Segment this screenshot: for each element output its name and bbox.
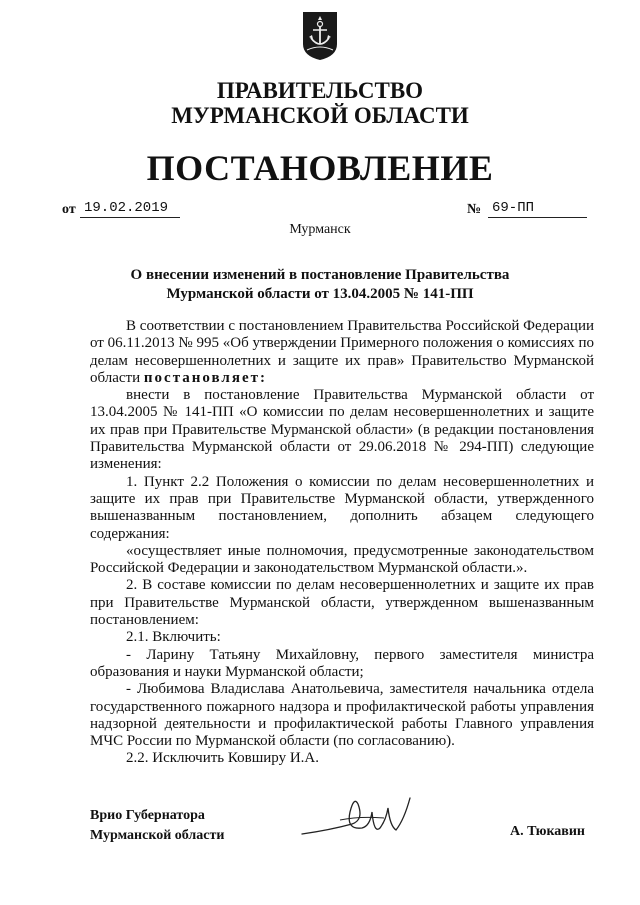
paragraph-item-2-2: 2.2. Исключить Ковширу И.А. <box>126 750 320 767</box>
paragraph-item-2: 2. В составе комиссии по делам несовершеннолетних и защите их прав при Правительстве Мурманской области, утвержденном вышеназванным постановлением: <box>90 577 594 629</box>
paragraph-item-2-1: 2.1. Включить: <box>126 629 221 646</box>
paragraph-amend: внести в постановление Правительства Мурманской области от 13.04.2005 № 141-ПП «О комиссии по делам несовершеннолетних и защите их прав при Правительстве Мурманской области» (в редакции постановления Правительства Мурманской области от 29.06.2018 № 294-ПП) следующие изменения: <box>90 387 594 473</box>
paragraph-item-1: 1. Пункт 2.2 Положения о комиссии по делам несовершеннолетних и защите их прав при Правительстве Мурманской области, утвержденного вышеназванным постановлением, дополнить абзацем следующего содержания: <box>90 473 594 542</box>
paragraph-quote: «осуществляет иные полномочия, предусмотренные законодательством Российской Федерации и законодательством Мурманской области.». <box>90 542 594 577</box>
number-prefix: № <box>467 202 482 217</box>
city-name: Мурманск <box>289 222 351 237</box>
handwritten-signature <box>300 790 420 850</box>
signatory-position <box>90 806 224 846</box>
document-body <box>90 318 594 768</box>
document-number: 69-ПП <box>488 200 587 218</box>
position-line1: Врио Губернатора <box>90 808 205 823</box>
date-prefix: от <box>62 202 76 217</box>
coat-of-arms-emblem <box>301 10 339 62</box>
document-title <box>100 266 540 304</box>
document-date: 19.02.2019 <box>80 200 180 218</box>
position-line2: Мурманской области <box>90 828 225 843</box>
government-name-line1: ПРАВИТЕЛЬСТВО <box>216 78 424 103</box>
decree-keyword: постановляет: <box>143 369 267 386</box>
title-line1: О внесении изменений в постановление Правительства <box>130 267 510 283</box>
paragraph-preamble <box>90 318 594 387</box>
signatory-name: А. Тюкавин <box>510 824 585 839</box>
paragraph-include-larina: - Ларину Татьяну Михайловну, первого заместителя министра образования и науки Мурманской области; <box>90 646 594 680</box>
paragraph-include-lyubimov: - Любимова Владислава Анатольевича, заместителя начальника отдела государственного пожарного надзора и профилактической работы управления надзорной деятельности и профилактической работы Главного управления МЧС России по Мурманской области (по согласованию). <box>90 681 594 750</box>
document-type: ПОСТАНОВЛЕНИЕ <box>146 148 494 188</box>
government-name-line2: МУРМАНСКОЙ ОБЛАСТИ <box>171 103 469 128</box>
title-line2: Мурманской области от 13.04.2005 № 141-ПП <box>166 286 474 302</box>
preamble-text: В соответствии с постановлением Правительства Российской Федерации от 06.11.2013 № 995 «Об утверждении Примерного положения о комиссиях по делам несовершеннолетних и защите их прав» Правительство Мурманской области <box>90 318 594 386</box>
